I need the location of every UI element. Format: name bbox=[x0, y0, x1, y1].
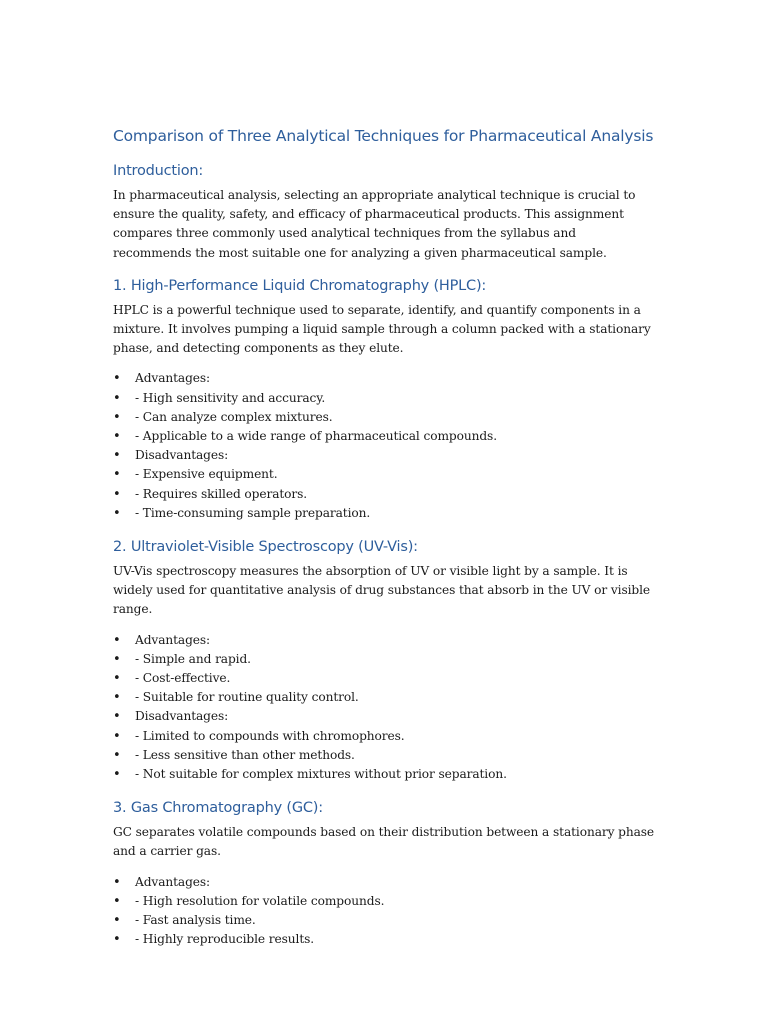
list-item: • - High resolution for volatile compounds. bbox=[113, 892, 658, 911]
bullet-icon: • bbox=[113, 651, 121, 667]
list-item: • - Applicable to a wide range of pharmaceutical compounds. bbox=[113, 427, 658, 446]
intro-paragraph: In pharmaceutical analysis, selecting an appropriate analytical technique is crucial to ensure the quality, safety, and efficacy of pharmaceutical products. This assignment compares three commonly used analytical techniques from the syllabus and recommends the most suitable one for analyzing a given pharmaceutical sample. bbox=[113, 188, 636, 260]
list-item: • - Expensive equipment. bbox=[113, 465, 658, 484]
list-item: • - Suitable for routine quality control. bbox=[113, 688, 658, 707]
bullet-icon: • bbox=[113, 448, 121, 464]
section-heading-gc: 3. Gas Chromatography (GC): bbox=[113, 800, 323, 817]
list-item: • - Requires skilled operators. bbox=[113, 485, 658, 504]
list-item: • - Simple and rapid. bbox=[113, 650, 658, 669]
list-item: • - Less sensitive than other methods. bbox=[113, 746, 658, 765]
list-item: • - Fast analysis time. bbox=[113, 911, 658, 930]
list-item: • Advantages: bbox=[113, 631, 658, 650]
bullet-icon: • bbox=[113, 486, 121, 502]
bullet-icon: • bbox=[113, 874, 121, 890]
list-item: • - Time-consuming sample preparation. bbox=[113, 504, 658, 523]
document-body bbox=[113, 125, 658, 964]
bullet-icon: • bbox=[113, 632, 121, 648]
section-heading-hplc: 1. High-Performance Liquid Chromatography (HPLC): bbox=[113, 277, 487, 294]
bullet-icon: • bbox=[113, 671, 121, 687]
section-paragraph-gc: GC separates volatile compounds based on their distribution between a stationary phase and a carrier gas. bbox=[113, 825, 655, 859]
section-heading-uvvis: 2. Ultraviolet-Visible Spectroscopy (UV-Vis): bbox=[113, 539, 418, 556]
list-item: • - High sensitivity and accuracy. bbox=[113, 389, 658, 408]
bullet-icon: • bbox=[113, 409, 121, 425]
bullet-list-hplc bbox=[113, 369, 658, 523]
bullet-icon: • bbox=[113, 893, 121, 909]
list-item: • - Can analyze complex mixtures. bbox=[113, 408, 658, 427]
bullet-icon: • bbox=[113, 728, 121, 744]
bullet-icon: • bbox=[113, 505, 121, 521]
list-item: • Disadvantages: bbox=[113, 446, 658, 465]
document-title: Comparison of Three Analytical Techniques for Pharmaceutical Analysis bbox=[113, 127, 654, 145]
bullet-list-uvvis bbox=[113, 631, 658, 785]
list-item: • Advantages: bbox=[113, 369, 658, 388]
bullet-icon: • bbox=[113, 932, 121, 948]
list-item: • - Cost-effective. bbox=[113, 669, 658, 688]
bullet-icon: • bbox=[113, 467, 121, 483]
bullet-icon: • bbox=[113, 690, 121, 706]
section-paragraph-hplc: HPLC is a powerful technique used to separate, identify, and quantify components in a mixture. It involves pumping a liquid sample through a column packed with a stationary phase, and detecting components as they elute. bbox=[113, 302, 651, 356]
list-item: • - Limited to compounds with chromophores. bbox=[113, 727, 658, 746]
bullet-icon: • bbox=[113, 767, 121, 783]
bullet-icon: • bbox=[113, 747, 121, 763]
list-item: • Advantages: bbox=[113, 873, 658, 892]
list-item: • - Highly reproducible results. bbox=[113, 930, 658, 949]
intro-heading: Introduction: bbox=[113, 163, 204, 179]
section-paragraph-uvvis: UV-Vis spectroscopy measures the absorption of UV or visible light by a sample. It is widely used for quantitative analysis of drug substances that absorb in the UV or visible range. bbox=[113, 564, 651, 617]
list-item: • Disadvantages: bbox=[113, 707, 658, 726]
bullet-icon: • bbox=[113, 913, 121, 929]
bullet-icon: • bbox=[113, 390, 121, 406]
bullet-list-gc bbox=[113, 873, 658, 950]
bullet-icon: • bbox=[113, 371, 121, 387]
list-item: • - Not suitable for complex mixtures without prior separation. bbox=[113, 765, 658, 784]
bullet-icon: • bbox=[113, 429, 121, 445]
bullet-icon: • bbox=[113, 709, 121, 725]
